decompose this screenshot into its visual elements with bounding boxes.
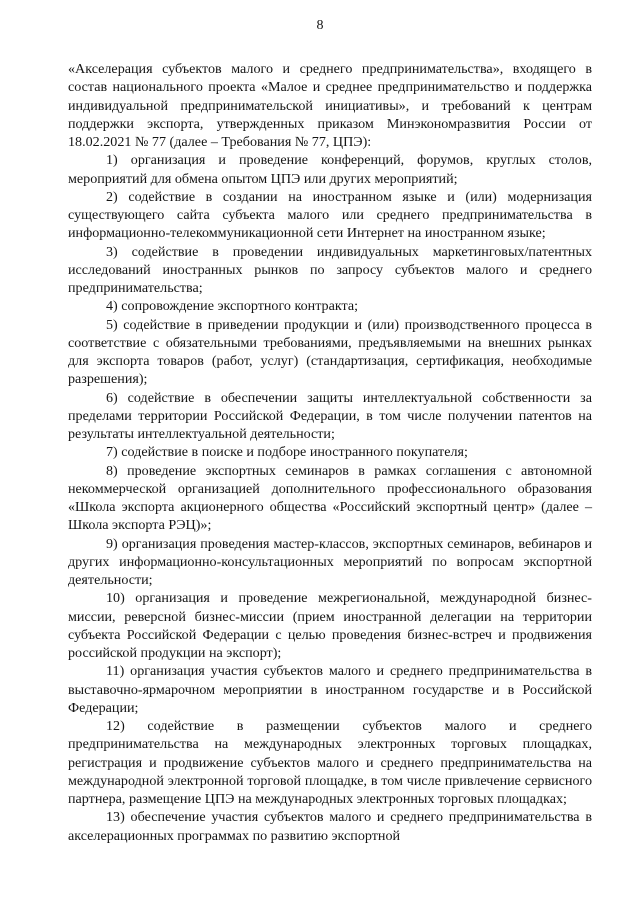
list-item-2: 2) содействие в создании на иностранном языке и (или) модернизация существующего сайта субъекта малого или среднего предпринимательства в информационно-телекоммуникационной сети Интернет на иностранном языке; <box>68 188 592 242</box>
intro-paragraph: «Акселерация субъектов малого и среднего предпринимательства», входящего в состав национального проекта «Малое и среднее предпринимательство и поддержка индивидуальной предпринимательской инициативы», и требований к центрам поддержки экспорта, утвержденных приказом Минэкономразвития России от 18.02.2021 № 77 (далее – Требования № 77, ЦПЭ): <box>68 61 592 150</box>
list-item-7: 7) содействие в поиске и подборе иностранного покупателя; <box>106 444 468 461</box>
document-body <box>68 60 592 845</box>
list-item-4: 4) сопровождение экспортного контракта; <box>106 298 359 315</box>
list-item-5: 5) содействие в приведении продукции и (или) производственного процесса в соответствие с обязательными требованиями, предъявляемыми на внешних рынках для экспорта товаров (работ, услуг) (стандартизация, сертификация, необходимые разрешения); <box>68 316 592 388</box>
list-item-1: 1) организация и проведение конференций, форумов, круглых столов, мероприятий для обмена опытом ЦПЭ или других мероприятий; <box>68 152 592 187</box>
list-item-6: 6) содействие в обеспечении защиты интеллектуальной собственности за пределами территории Российской Федерации, в том числе получении патентов на результаты интеллектуальной деятельности; <box>68 389 592 442</box>
list-item-12: 12) содействие в размещении субъектов малого и среднего предпринимательства на международных электронных торговых площадках, регистрация и продвижение субъектов малого и среднего предпринимательства на международной электронной торговой площадке, в том числе привлечение сервисного партнера, размещение ЦПЭ на международных электронных торговых площадках; <box>68 718 592 807</box>
list-item-9: 9) организация проведения мастер-классов, экспортных семинаров, вебинаров и других информационно-консультационных мероприятий по вопросам экспортной деятельности; <box>68 535 592 588</box>
list-item-8: 8) проведение экспортных семинаров в рамках соглашения с автономной некоммерческой организацией дополнительного профессионального образования «Школа экспорта акционерного общества «Российский экспортный центр» (далее – Школа экспорта РЭЦ)»; <box>68 462 592 534</box>
page-number: 8 <box>316 18 324 33</box>
list-item-10: 10) организация и проведение межрегиональной, международной бизнес-миссии, реверсной бизнес-миссии (прием иностранной делегации на территории субъекта Российской Федерации с целью проведения бизнес-встреч и продвижения российской продукции на экспорт); <box>68 590 592 661</box>
list-item-11: 11) организация участия субъектов малого и среднего предпринимательства в выставочно-ярмарочном мероприятии в иностранном государстве и в Российской Федерации; <box>68 663 592 716</box>
list-item-3: 3) содействие в проведении индивидуальных маркетинговых/патентных исследований иностранных рынков по запросу субъектов малого и среднего предпринимательства; <box>68 243 592 296</box>
list-item-13: 13) обеспечение участия субъектов малого и среднего предпринимательства в акселерационных программах по развитию экспортной <box>68 809 592 844</box>
